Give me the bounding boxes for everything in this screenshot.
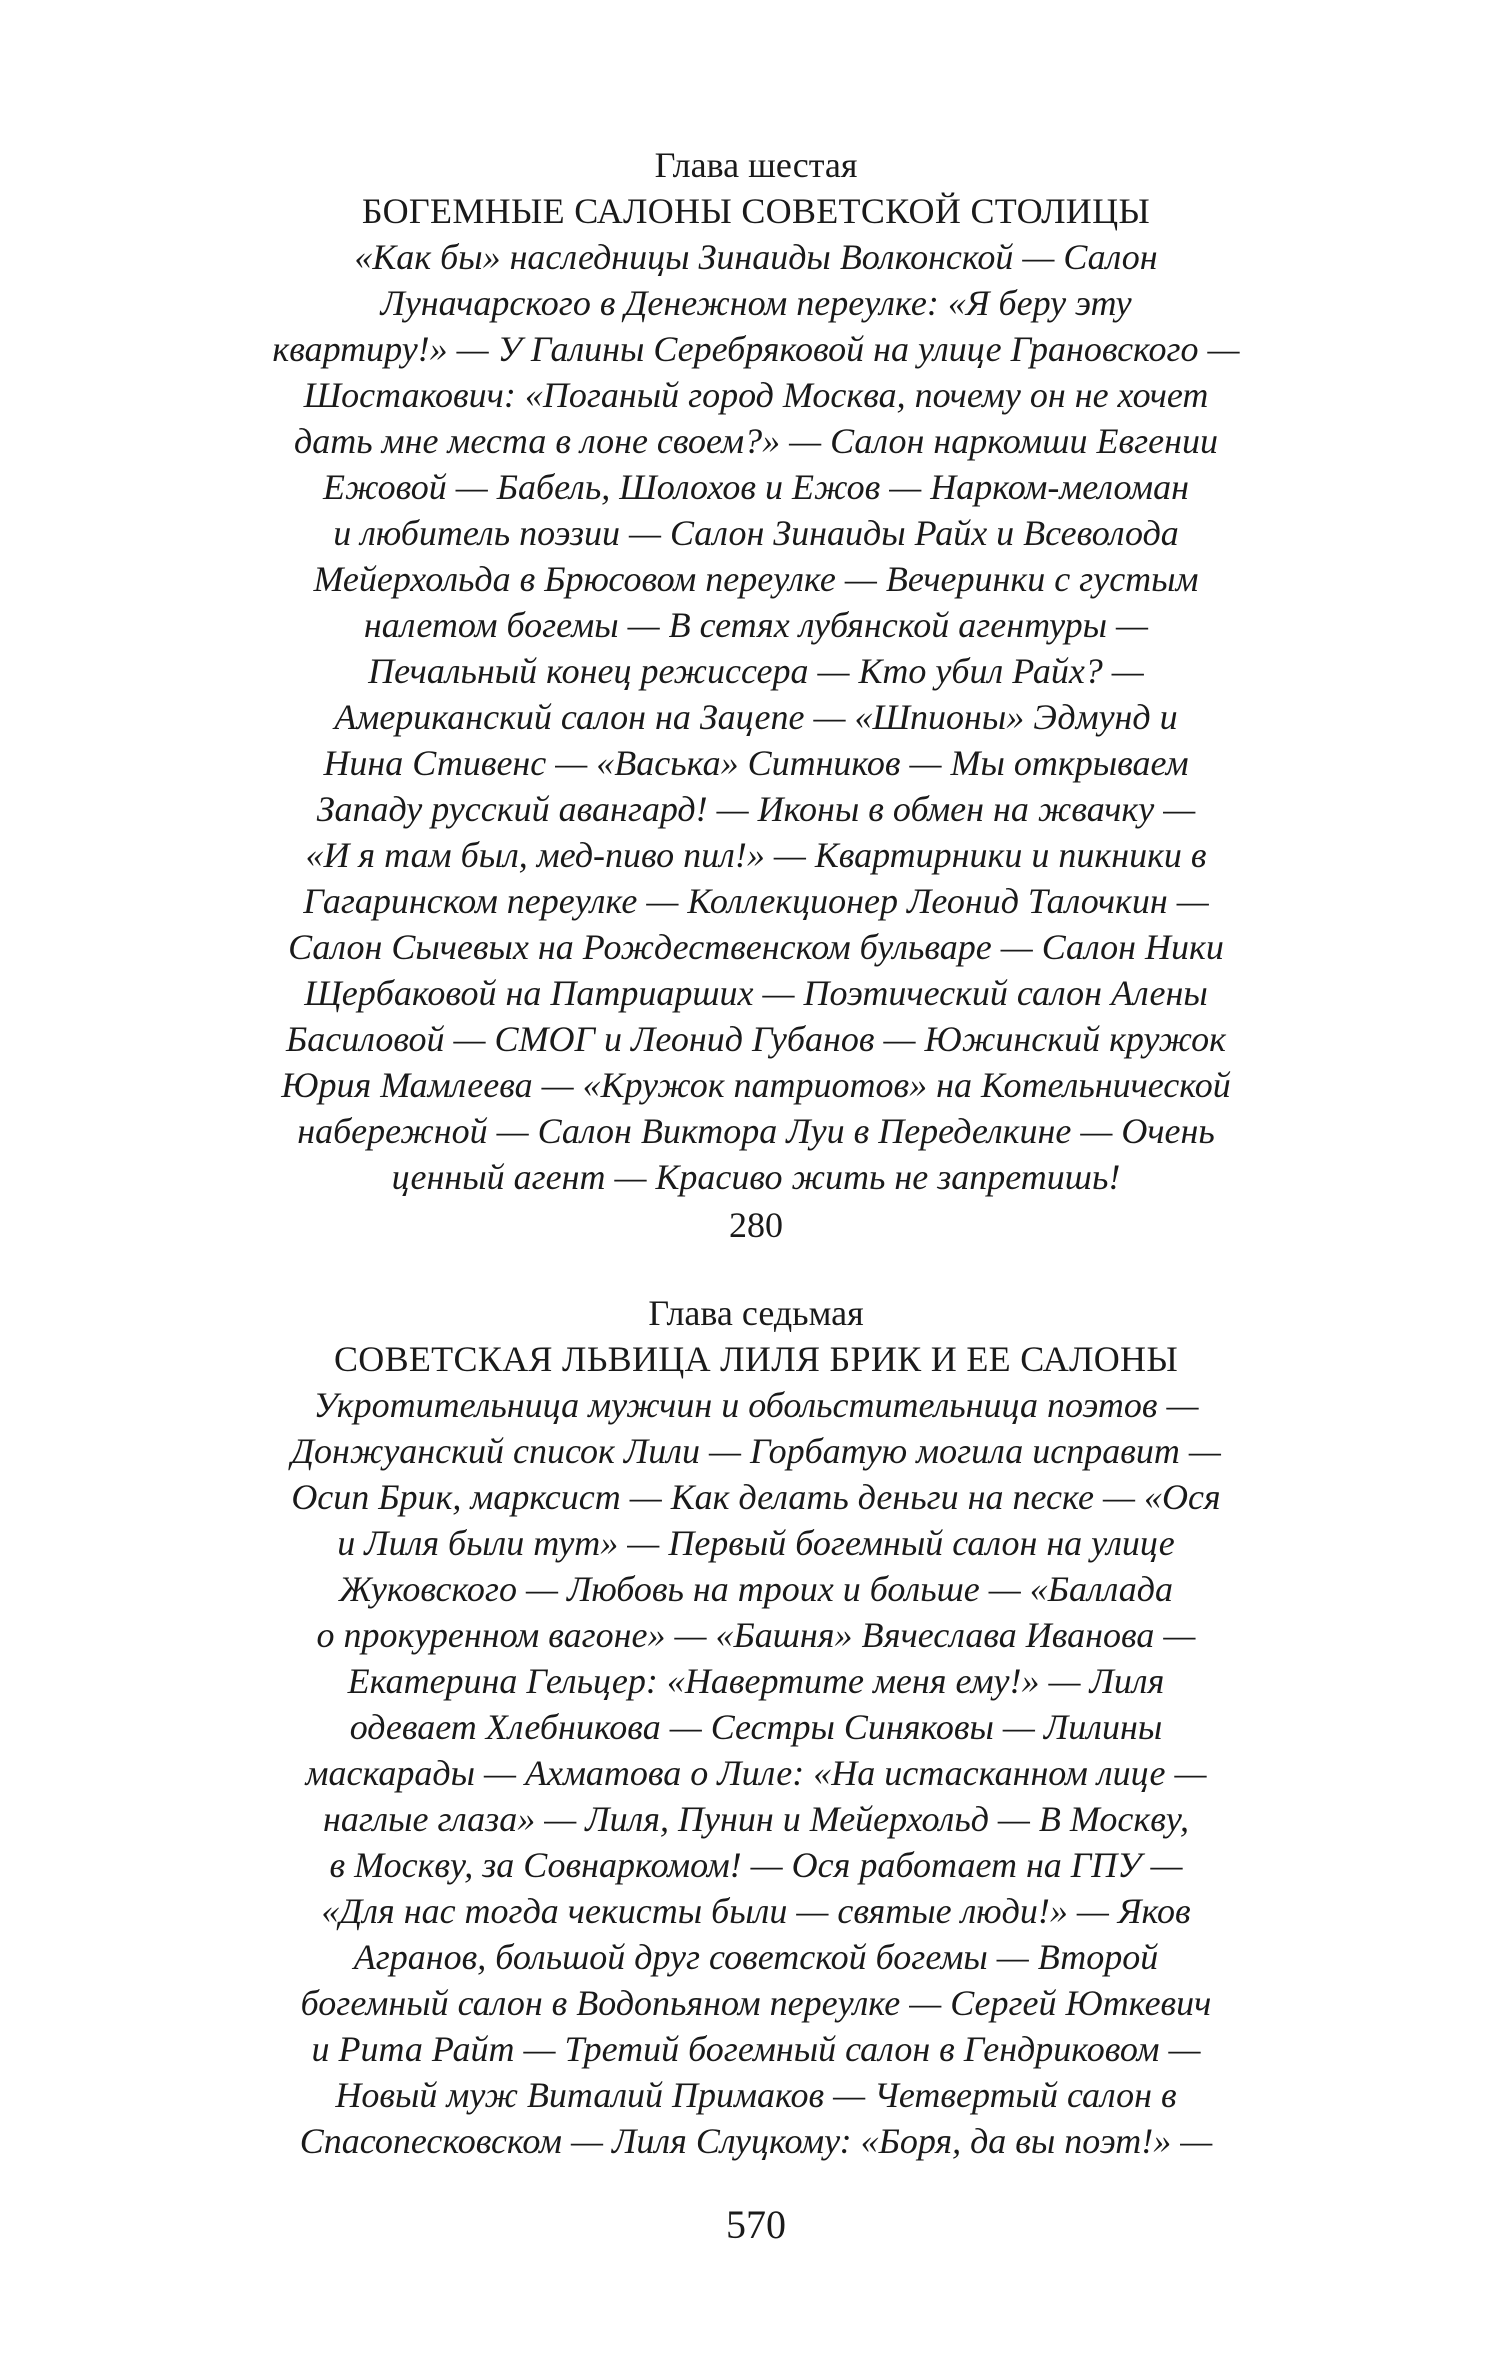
toc-line: дать мне места в лоне своем?» — Салон наркомши Евгении xyxy=(294,421,1218,461)
chapter-page-ref: 280 xyxy=(729,1205,783,1245)
toc-line: Нина Стивенс — «Васька» Ситников — Мы открываем xyxy=(323,743,1189,783)
toc-line: Западу русский авангард! — Иконы в обмен на жвачку — xyxy=(316,789,1196,829)
chapter-seven-entry xyxy=(0,1290,1512,2164)
chapter-title: БОГЕМНЫЕ САЛОНЫ СОВЕТСКОЙ СТОЛИЦЫ xyxy=(361,191,1151,231)
toc-line: и Рита Райт — Третий богемный салон в Гендриковом — xyxy=(311,2029,1201,2069)
toc-line: Агранов, большой друг советской богемы — Второй xyxy=(353,1937,1159,1977)
toc-line: Гагаринском переулке — Коллекционер Леонид Талочкин — xyxy=(303,881,1209,921)
toc-line: Салон Сычевых на Рождественском бульваре — Салон Ники xyxy=(288,927,1224,967)
toc-line: «Как бы» наследницы Зинаиды Волконской — Салон xyxy=(354,237,1158,277)
toc-line: Басиловой — СМОГ и Леонид Губанов — Южинский кружок xyxy=(286,1019,1226,1059)
toc-line: маскарады — Ахматова о Лиле: «На истасканном лице — xyxy=(305,1753,1207,1793)
toc-line: Мейерхольда в Брюсовом переулке — Вечеринки с густым xyxy=(313,559,1199,599)
toc-line: «И я там был, мед-пиво пил!» — Квартирники и пикники в xyxy=(305,835,1207,875)
toc-line: Новый муж Виталий Примаков — Четвертый салон в xyxy=(335,2075,1177,2115)
toc-line: Американский салон на Зацепе — «Шпионы» Эдмунд и xyxy=(334,697,1178,737)
toc-line: набережной — Салон Виктора Луи в Переделкине — Очень xyxy=(297,1111,1215,1151)
toc-line: Укротительница мужчин и обольстительница поэтов — xyxy=(313,1385,1199,1425)
toc-line: Печальный конец режиссера — Кто убил Райх? — xyxy=(368,651,1144,691)
toc-line: в Москву, за Совнаркомом! — Ося работает на ГПУ — xyxy=(329,1845,1183,1885)
toc-line: и Лиля были тут» — Первый богемный салон на улице xyxy=(337,1523,1175,1563)
toc-line: богемный салон в Водопьяном переулке — Сергей Юткевич xyxy=(300,1983,1212,2023)
page-number: 570 xyxy=(726,2202,786,2247)
chapter-title: СОВЕТСКАЯ ЛЬВИЦА ЛИЛЯ БРИК И ЕЕ САЛОНЫ xyxy=(333,1339,1179,1379)
toc-line: Спасопесковском — Лиля Слуцкому: «Боря, да вы поэт!» — xyxy=(299,2121,1213,2161)
toc-line: наглые глаза» — Лиля, Пунин и Мейерхольд — В Москву, xyxy=(322,1799,1190,1839)
chapter-label: Глава седьмая xyxy=(648,1293,864,1333)
toc-line: налетом богемы — В сетях лубянской агентуры — xyxy=(363,605,1149,645)
toc-line: Донжуанский список Лили — Горбатую могила исправит — xyxy=(291,1431,1221,1471)
toc-line: одевает Хлебникова — Сестры Синяковы — Лилины xyxy=(349,1707,1163,1747)
toc-line: Жуковского — Любовь на троих и больше — «Баллада xyxy=(338,1569,1174,1609)
toc-line: Осип Брик, марксист — Как делать деньги на песке — «Ося xyxy=(291,1477,1221,1517)
toc-line: Шостакович: «Поганый город Москва, почему он не хочет xyxy=(303,375,1209,415)
toc-line: Луначарского в Денежном переулке: «Я беру эту xyxy=(380,283,1132,323)
toc-line: Щербаковой на Патриарших — Поэтический салон Алены xyxy=(304,973,1208,1013)
toc-line: Юрия Мамлеева — «Кружок патриотов» на Котельнической xyxy=(281,1065,1231,1105)
toc-line: ценный агент — Красиво жить не запретишь! xyxy=(391,1157,1121,1197)
toc-line: Ежовой — Бабель, Шолохов и Ежов — Нарком-меломан xyxy=(323,467,1189,507)
toc-line: квартиру!» — У Галины Серебряковой на улице Грановского — xyxy=(272,329,1240,369)
chapter-label: Глава шестая xyxy=(654,145,858,185)
chapter-six-entry xyxy=(0,142,1512,1248)
toc-line: «Для нас тогда чекисты были — святые люди!» — Яков xyxy=(321,1891,1191,1931)
toc-line: Екатерина Гельцер: «Навертите меня ему!» — Лиля xyxy=(347,1661,1165,1701)
toc-line: и любитель поэзии — Салон Зинаиды Райх и Всеволода xyxy=(333,513,1179,553)
toc-line: о прокуренном вагоне» — «Башня» Вячеслава Иванова — xyxy=(316,1615,1196,1655)
